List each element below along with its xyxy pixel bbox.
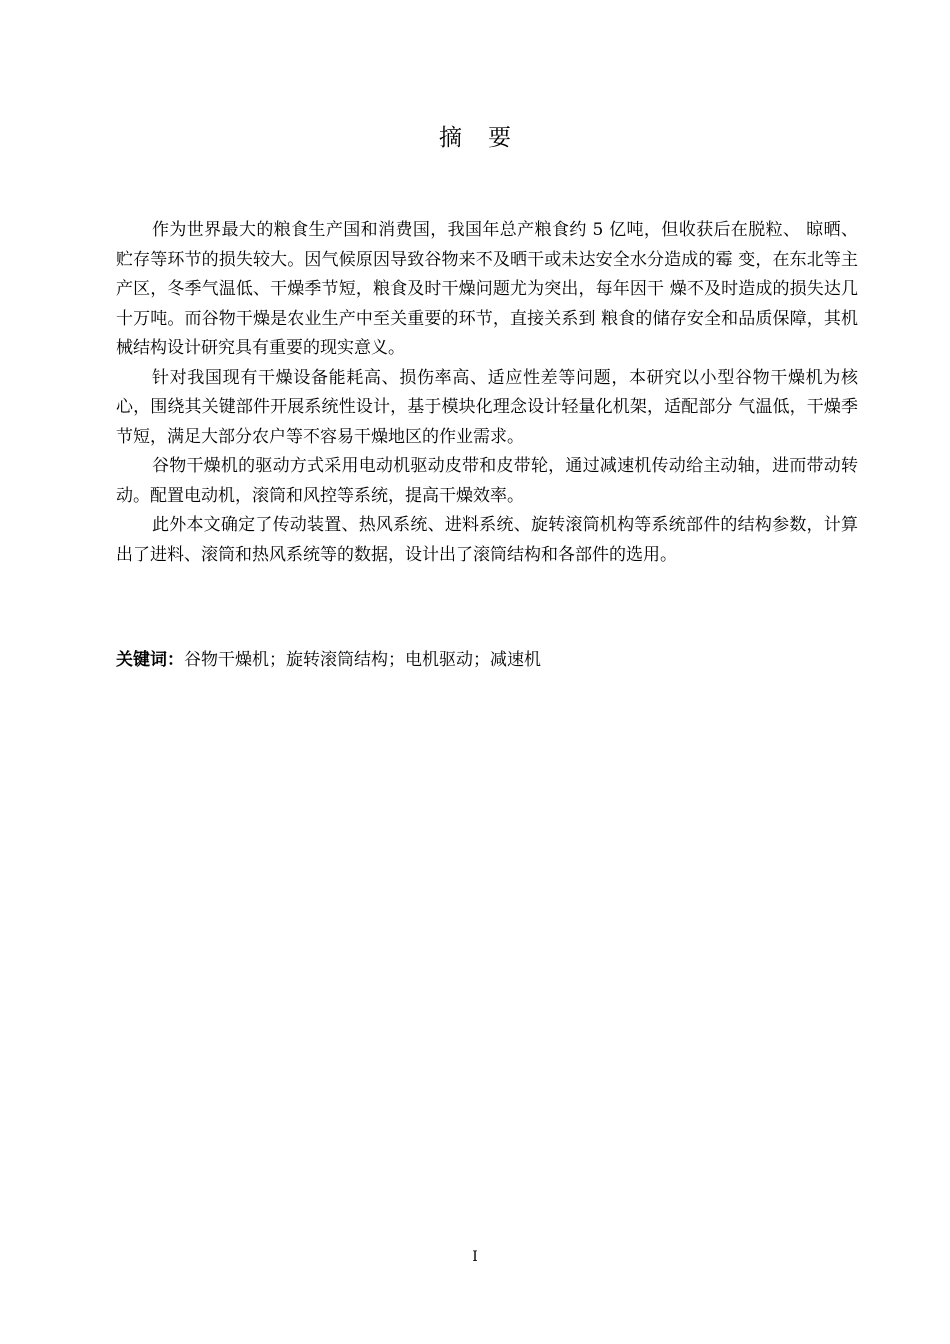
abstract-title: 摘要 xyxy=(439,125,537,151)
abstract-paragraph-1: 作为世界最大的粮食生产国和消费国，我国年总产粮食约 5 亿吨，但收获后在脱粒、 晾晒、贮存等环节的损失较大。因气候原因导致谷物来不及晒干或未达安全水分造成的霉 变，在东北等主产区，冬季气温低、干燥季节短，粮食及时干燥问题尤为突出，每年因干 燥不及时造成的损失达几十万吨。而谷物干燥是农业生产中至关重要的环节，直接关系到 粮食的储存安全和品质保障，其机械结构设计研究具有重要的现实意义。 xyxy=(116,220,858,358)
page-number: I xyxy=(472,1249,478,1265)
keywords-text: 谷物干燥机；旋转滚筒结构；电机驱动；减速机 xyxy=(184,650,541,670)
keywords-label: 关键词： xyxy=(116,650,184,670)
abstract-paragraph-3: 谷物干燥机的驱动方式采用电动机驱动皮带和皮带轮，通过减速机传动给主动轴，进而带动转动。配置电动机，滚筒和风控等系统，提高干燥效率。 xyxy=(116,456,858,506)
abstract-paragraph-4: 此外本文确定了传动装置、热风系统、进料系统、旋转滚筒机构等系统部件的结构参数，计算出了进料、滚筒和热风系统等的数据，设计出了滚筒结构和各部件的选用。 xyxy=(116,515,858,565)
keywords-line xyxy=(116,646,858,675)
abstract-body xyxy=(116,216,858,570)
abstract-paragraph-2: 针对我国现有干燥设备能耗高、损伤率高、适应性差等问题，本研究以小型谷物干燥机为核心，围绕其关键部件开展系统性设计，基于模块化理念设计轻量化机架，适配部分 气温低，干燥季节短，满足大部分农户等不容易干燥地区的作业需求。 xyxy=(116,367,858,447)
